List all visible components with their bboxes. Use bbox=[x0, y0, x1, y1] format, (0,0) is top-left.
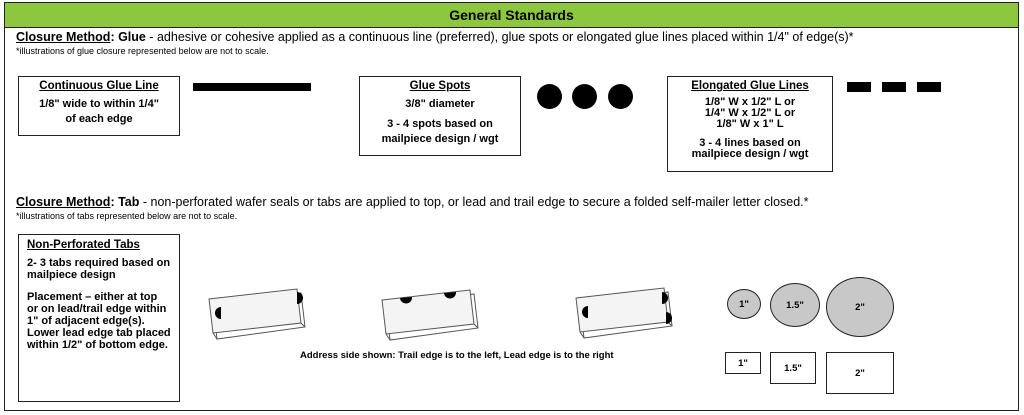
elongated-glue-title: Elongated Glue Lines bbox=[691, 80, 809, 92]
glue-spot-3 bbox=[608, 84, 633, 109]
non-perforated-tabs-p1: 2- 3 tabs required based on mailpiece design bbox=[27, 257, 171, 281]
elongated-glue-box bbox=[667, 76, 833, 172]
tab-size-circle-2in: 2" bbox=[826, 277, 894, 337]
elongated-glue-line1: 1/8" W x 1/2" L or bbox=[704, 96, 796, 108]
glue-heading-text: - adhesive or cohesive applied as a continuous line (preferred), glue spots or elongated glue lines placed within 1/4" of edge(s)* bbox=[145, 30, 854, 44]
elongated-glue-line-1 bbox=[847, 82, 871, 92]
glue-heading-type: : Glue bbox=[110, 30, 146, 44]
tab-size-circle-1-5in: 1.5" bbox=[770, 283, 820, 327]
glue-spots-line3: mailpiece design / wgt bbox=[381, 133, 499, 145]
elongated-glue-line4: 3 - 4 lines based on bbox=[699, 137, 801, 149]
non-perforated-tabs-box bbox=[18, 234, 180, 402]
folded-mailer-illustration-1 bbox=[205, 287, 315, 347]
folded-mailer-illustration-2 bbox=[378, 288, 488, 348]
glue-note: *illustrations of glue closure represented below are not to scale. bbox=[16, 46, 269, 56]
elongated-glue-line5: mailpiece design / wgt bbox=[691, 148, 809, 160]
elongated-glue-line2: 1/4" W x 1/2" L or bbox=[704, 107, 796, 119]
elongated-glue-line3: 1/8" W x 1" L bbox=[716, 118, 784, 130]
continuous-glue-title: Continuous Glue Line bbox=[39, 80, 159, 92]
tab-heading-label: Closure Method bbox=[16, 195, 111, 209]
address-side-caption: Address side shown: Trail edge is to the left, Lead edge is to the right bbox=[300, 350, 614, 361]
glue-heading-label: Closure Method bbox=[16, 30, 111, 44]
tab-note: *illustrations of tabs represented below are not to scale. bbox=[16, 211, 238, 221]
glue-spot-2 bbox=[572, 84, 597, 109]
continuous-glue-line-illustration bbox=[193, 83, 311, 91]
tab-size-square-1-5in: 1.5" bbox=[770, 352, 816, 384]
non-perforated-tabs-title: Non-Perforated Tabs bbox=[27, 239, 140, 251]
continuous-glue-box bbox=[18, 76, 180, 136]
tab-size-square-2in: 2" bbox=[826, 352, 894, 394]
tab-heading bbox=[16, 195, 809, 209]
glue-spots-line2: 3 - 4 spots based on bbox=[387, 118, 493, 130]
glue-heading bbox=[16, 30, 854, 44]
glue-spots-title: Glue Spots bbox=[409, 80, 471, 92]
tab-heading-type: : Tab bbox=[110, 195, 140, 209]
glue-spots-line1: 3/8" diameter bbox=[405, 98, 475, 110]
elongated-glue-line-3 bbox=[917, 82, 941, 92]
tab-heading-text: - non-perforated wafer seals or tabs are applied to top, or lead and trail edge to secure a folded self-mailer letter closed.* bbox=[139, 195, 809, 209]
tab-size-circle-1in: 1" bbox=[727, 289, 761, 319]
elongated-glue-line-2 bbox=[882, 82, 906, 92]
page-title: General Standards bbox=[5, 3, 1018, 28]
continuous-glue-line1: 1/8" wide to within 1/4" bbox=[39, 98, 159, 110]
glue-spot-1 bbox=[537, 84, 562, 109]
continuous-glue-line2: of each edge bbox=[65, 113, 133, 125]
tab-size-square-1in: 1" bbox=[725, 352, 761, 374]
non-perforated-tabs-p2: Placement – either at top or on lead/trail edge within 1" of adjacent edge(s). Lower lead edge tab placed within 1/2" of bottom edge. bbox=[27, 291, 171, 351]
folded-mailer-illustration-3 bbox=[572, 286, 682, 346]
glue-spots-box bbox=[359, 76, 521, 156]
